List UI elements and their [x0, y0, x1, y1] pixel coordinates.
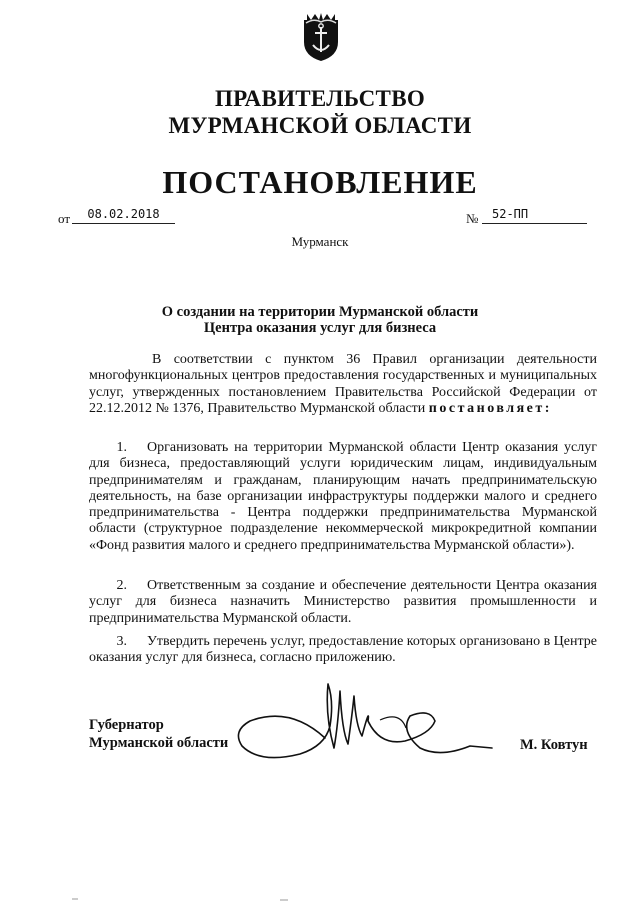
- org-name-line1: ПРАВИТЕЛЬСТВО: [214, 86, 426, 111]
- clause-1: [89, 440, 597, 554]
- intro-paragraph: [89, 352, 597, 417]
- document-type: ПОСТАНОВЛЕНИЕ: [162, 164, 478, 200]
- document-city: Мурманск: [291, 234, 349, 249]
- signatory-title-line1: Губернатор: [89, 717, 164, 733]
- clause-1-number: 1.: [116, 440, 127, 455]
- clause-2-text: Ответственным за создание и обеспечение деятельности Центра оказания услуг для бизнеса назначить Министерство развития промышленности и предпринимательства Мурманской области.: [89, 578, 597, 626]
- signatory-name: М. Ковтун: [520, 737, 588, 753]
- org-name-line2: МУРМАНСКОЙ ОБЛАСТИ: [168, 113, 472, 138]
- document-title-line1: О создании на территории Мурманской области: [161, 304, 479, 320]
- page-bottom-marks: [0, 895, 640, 905]
- handwritten-signature-icon: [230, 676, 510, 766]
- document-number: 52-ПП: [482, 207, 587, 224]
- clause-1-text: Организовать на территории Мурманской области Центр оказания услуг для бизнеса, предоставляющий услуги юридическим лицам, индивидуальным предпринимателям и гражданам, планирующим начать предпринимательскую деятельность, на базе организации инфраструктуры поддержки малого и среднего предпринимательства - Центра поддержки предпринимательства Мурманской области (структурное подразделение некоммерческой микрокредитной компании «Фонд развития малого и среднего предпринимательства Мурманской области»).: [89, 440, 597, 553]
- clause-3-number: 3.: [116, 634, 127, 649]
- murmansk-coat-of-arms-icon: [302, 12, 340, 62]
- clause-3-text: Утвердить перечень услуг, предоставление которых организовано в Центре оказания услуг для бизнеса, согласно приложению.: [89, 634, 598, 666]
- document-date: 08.02.2018: [72, 207, 175, 224]
- number-label: №: [466, 211, 479, 226]
- document-title-line2: Центра оказания услуг для бизнеса: [203, 320, 437, 336]
- intro-text: В соответствии с пунктом 36 Правил организации деятельности многофункциональных центров предоставления государственных и муниципальных услуг, утвержденных постановлением Правительства Российской Федерации от 22.12.2012 № 1376, Правительство Мурманской области: [89, 352, 597, 416]
- clause-2: [89, 578, 597, 627]
- clause-3: [89, 634, 597, 667]
- signatory-title-line2: Мурманской области: [89, 735, 229, 751]
- clause-2-number: 2.: [116, 578, 127, 593]
- date-label: от: [58, 211, 71, 226]
- intro-decree-word: постановляет: [428, 400, 545, 416]
- intro-colon: :: [544, 400, 552, 416]
